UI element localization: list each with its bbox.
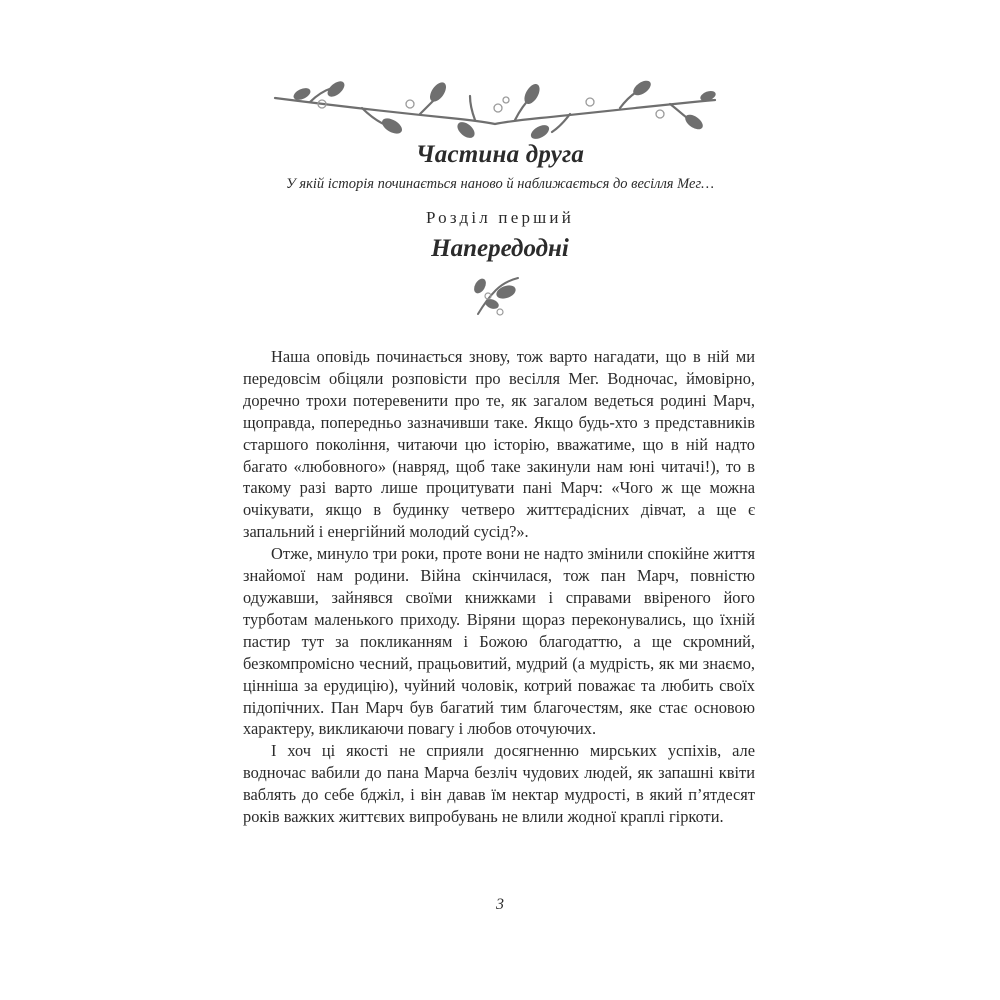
leafy-branch-icon — [270, 80, 720, 150]
page-number: 3 — [496, 896, 504, 913]
part-title: Частина друга — [415, 141, 585, 168]
chapter-body — [243, 346, 755, 828]
paragraph: Отже, минуло три роки, проте вони не надто змінили спокійне життя знайомої нам родини. Війна скінчилася, тож пан Марч, повністю одужавши, зайнявся своїми книжками і справами ввіреного його турботам маленького приходу. Віряни щораз переконувались, що їхній пастир тут за покликанням і Божою благодаттю, а ще скромний, безкомпромісно чесний, працьовитий, мудрий (а мудрість, як ми знаємо, цінніша за ерудицію), чуйний чоловік, котрий поважає та любить своїх підопічних. Пан Марч був багатий тим благочестям, яке стає основою характеру, викликаючи повагу і любов оточуючих. — [243, 544, 755, 739]
paragraph: Наша оповідь починається знову, тож варто нагадати, що в ній ми передовсім обіцяли розповісти про весілля Мег. Водночас, ймовірно, доречно трохи потеревенити про те, як загалом ведеться родині Марч, щоправда, попередньо зазначивши таке. Якщо будь-хто з представників старшого покоління, читаючи цю історію, вважатиме, що в ній надто багато «любовного» (навряд, щоб таке закинули нам юні читачі!), то в такому разі варто лише процитувати пані Марч: «Чого ж ще можна очікувати, якщо в будинку четверо життєрадісних дівчат, а ще є запальний і енергійний молодий сусід?». — [243, 347, 755, 542]
chapter-title: Напередодні — [431, 235, 569, 262]
paragraph: І хоч ці якості не сприяли досягненню мирських успіхів, але водночас вабили до пана Марча безліч чудових людей, як запашні квіти ваблять до себе бджіл, і він давав їм нектар мудрості, в який п’ятдесят років важких життєвих випробувань не влили жодної краплі гіркоти. — [243, 741, 755, 827]
leaf-sprig-icon — [466, 270, 526, 320]
chapter-label: Розділ перший — [425, 208, 575, 227]
part-subtitle: У якій історія починається наново й наближається до весілля Мег… — [285, 176, 715, 192]
